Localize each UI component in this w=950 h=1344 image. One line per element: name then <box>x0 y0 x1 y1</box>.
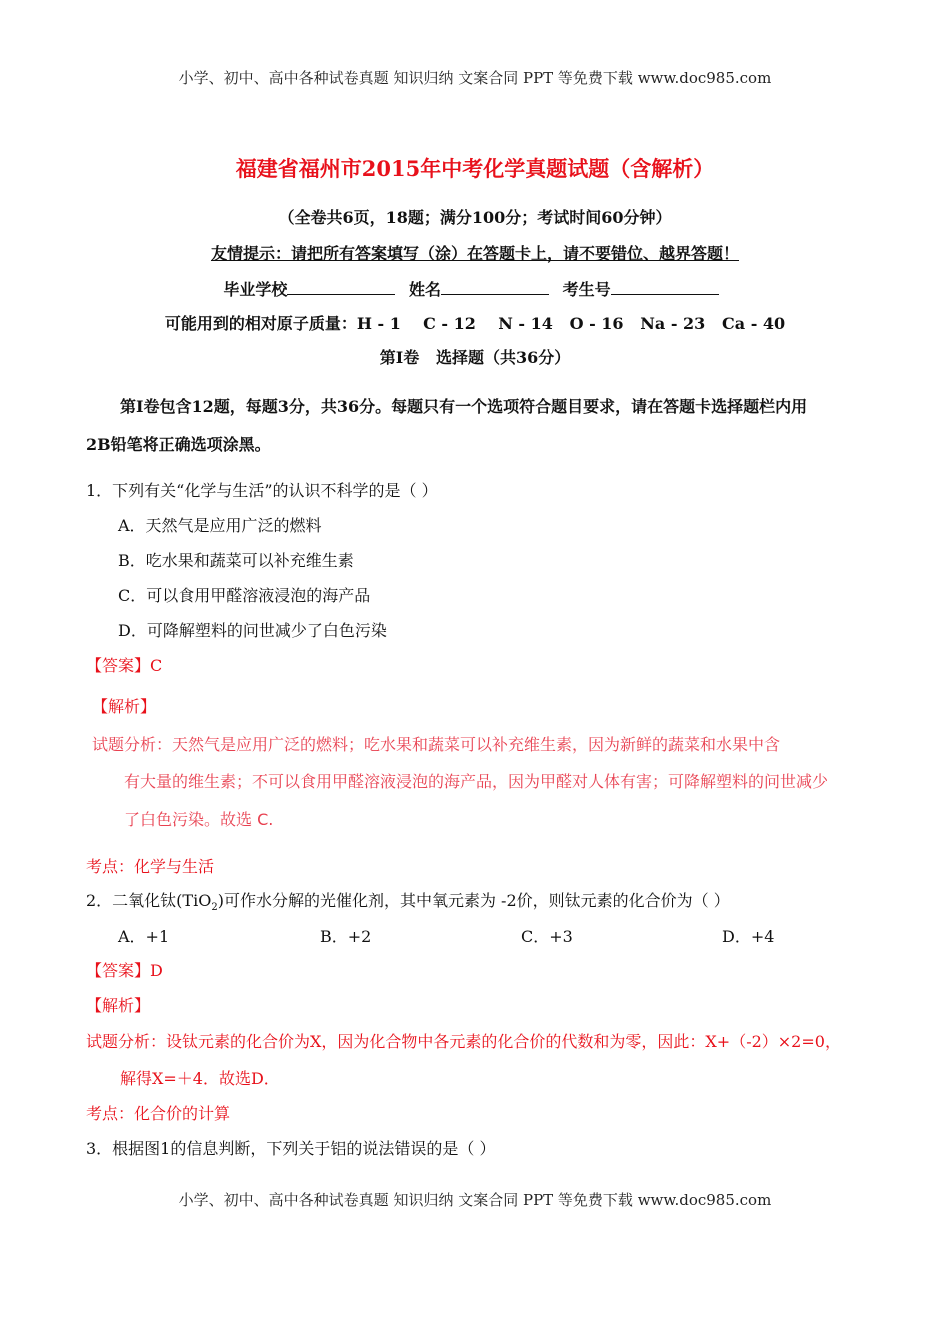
q3-stem: 3．根据图1的信息判断，下列关于铝的说法错误的是（ ） <box>86 1139 496 1158</box>
q2-kaodian: 考点：化合价的计算 <box>86 1104 231 1123</box>
id-label: 考生号 <box>562 280 611 299</box>
name-label: 姓名 <box>408 280 441 299</box>
id-blank <box>611 279 719 295</box>
tip-text: 友情提示：请把所有答案填写（涂）在答题卡上，请不要错位、越界答题！ <box>210 244 739 263</box>
page-header: 小学、初中、高中各种试卷真题 知识归纳 文案合同 PPT 等免费下载 www.doc985.com <box>178 69 772 87</box>
q2-option-b: B．+2 <box>320 927 372 946</box>
atomic-masses: 可能用到的相对原子质量：H - 1 C - 12 N - 14 O - 16 Na - 23 Ca - 40 <box>164 314 786 333</box>
q2-answer: 【答案】D <box>86 961 163 980</box>
q2-analysis-label: 【解析】 <box>86 996 151 1015</box>
student-fields <box>0 279 950 300</box>
q1-analysis-3: 了白色污染。故选 C. <box>124 810 274 829</box>
name-blank <box>441 279 549 295</box>
q2-option-a: A．+1 <box>118 927 170 946</box>
q1-analysis-2: 有大量的维生素；不可以食用甲醛溶液浸泡的海产品，因为甲醛对人体有害；可降解塑料的问世减少 <box>124 772 829 791</box>
q1-option-b: B．吃水果和蔬菜可以补充维生素 <box>118 551 354 570</box>
q2-stem: 2．二氧化钛(TiO$_2$)可作水分解的光催化剂，其中氧元素为 -2价，则钛元素的化合价为（ ） <box>86 891 730 914</box>
q1-analysis-label: 【解析】 <box>92 697 157 716</box>
intro-line-1: 第Ⅰ卷包含12题，每题3分，共36分。每题只有一个选项符合题目要求，请在答题卡选择题栏内用 <box>120 397 808 416</box>
q1-analysis-1: 试题分析：天然气是应用广泛的燃料；吃水果和蔬菜可以补充维生素，因为新鲜的蔬菜和水果中含 <box>92 735 781 754</box>
section-title: 第Ⅰ卷 选择题（共36分） <box>379 348 571 367</box>
exam-info: （全卷共6页，18题；满分100分；考试时间60分钟） <box>278 208 672 227</box>
q2-option-c: C．+3 <box>521 927 573 946</box>
q1-answer: 【答案】C <box>86 656 163 675</box>
intro-line-2: 2B铅笔将正确选项涂黑。 <box>86 435 271 454</box>
q1-option-a: A．天然气是应用广泛的燃料 <box>118 516 322 535</box>
page-footer: 小学、初中、高中各种试卷真题 知识归纳 文案合同 PPT 等免费下载 www.doc985.com <box>178 1191 772 1209</box>
q2-analysis-2: 解得X=＋4．故选D． <box>120 1069 280 1088</box>
q1-kaodian: 考点：化学与生活 <box>86 857 215 876</box>
school-label: 毕业学校 <box>223 280 288 299</box>
q1-option-c: C．可以食用甲醛溶液浸泡的海产品 <box>118 586 371 605</box>
q2-option-d: D．+4 <box>722 927 775 946</box>
school-blank <box>287 279 395 295</box>
doc-title: 福建省福州市2015年中考化学真题试题（含解析） <box>235 156 715 181</box>
q1-stem: 1．下列有关“化学与生活”的认识不科学的是（ ） <box>86 481 438 500</box>
q1-option-d: D．可降解塑料的问世减少了白色污染 <box>118 621 387 640</box>
q2-analysis-1: 试题分析：设钛元素的化合价为X，因为化合物中各元素的化合价的代数和为零，因此：X+（-2）×2=0， <box>86 1032 841 1051</box>
